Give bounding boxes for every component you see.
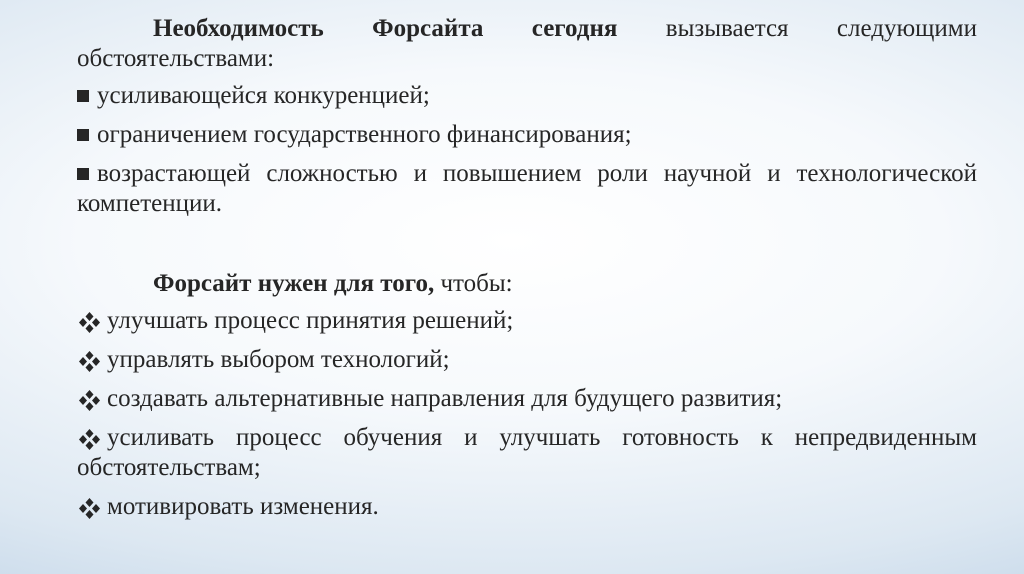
intro-rest: вызывается следующими обстоятельствами: — [77, 15, 977, 72]
reason-item — [77, 159, 977, 219]
reason-text: усиливающейся конкуренцией; — [97, 82, 430, 109]
goal-text: создавать альтернативные направления для будущего развития; — [107, 385, 783, 412]
four-diamond-bullet-icon — [77, 497, 102, 519]
purpose-bold: Форсайт нужен для того, — [153, 270, 435, 297]
reason-text: ограничением государственного финансирования; — [97, 121, 632, 148]
purpose-rest: чтобы: — [434, 270, 513, 297]
goal-text: управлять выбором технологий; — [107, 346, 450, 373]
slide-content — [77, 14, 977, 522]
goal-item — [77, 423, 977, 483]
black-square-bullet-icon — [77, 168, 89, 180]
four-diamond-bullet-icon — [77, 428, 102, 450]
goal-item — [77, 345, 977, 375]
reason-text: возрастающей сложностью и повышением роли научной и технологической компетенции. — [77, 160, 977, 217]
goal-text: усиливать процесс обучения и улучшать готовность к непредвиденным обстоятельствам; — [77, 424, 977, 481]
goal-text: улучшать процесс принятия решений; — [107, 307, 514, 334]
reason-item — [77, 120, 977, 150]
goal-text: мотивировать изменения. — [107, 493, 379, 520]
intro-bold: Необходимость Форсайта сегодня — [153, 15, 618, 42]
purpose-paragraph — [77, 269, 977, 299]
goal-item — [77, 492, 977, 522]
four-diamond-bullet-icon — [77, 350, 102, 372]
goal-item — [77, 306, 977, 336]
black-square-bullet-icon — [77, 129, 89, 141]
four-diamond-bullet-icon — [77, 311, 102, 333]
four-diamond-bullet-icon — [77, 389, 102, 411]
black-square-bullet-icon — [77, 90, 89, 102]
goal-item — [77, 384, 977, 414]
reason-item — [77, 81, 977, 111]
intro-paragraph — [77, 14, 977, 74]
